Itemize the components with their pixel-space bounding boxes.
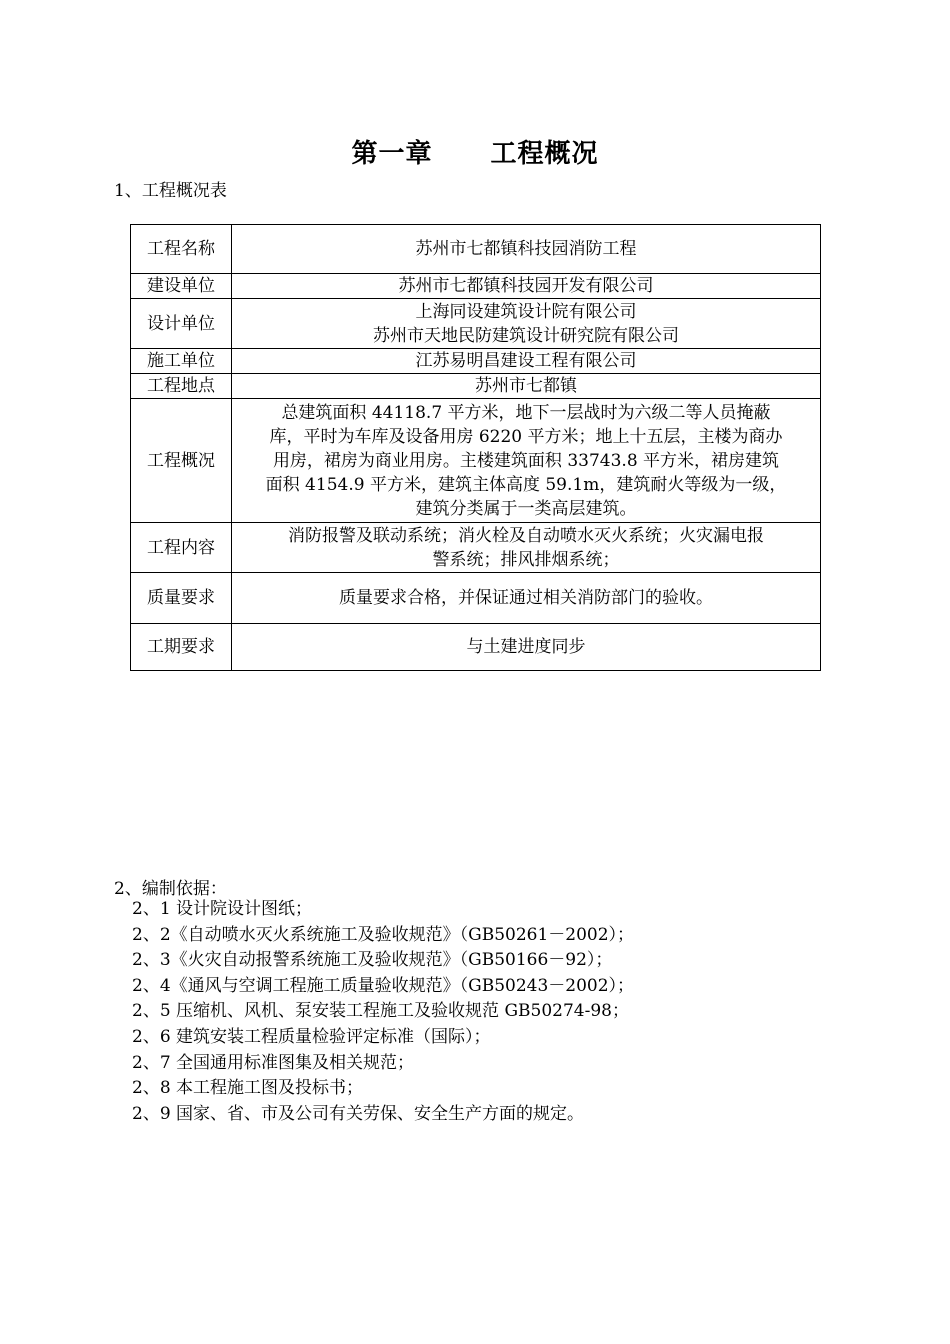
- chapter-title: 工程概况: [490, 139, 599, 169]
- table-row: [131, 573, 821, 624]
- value-line: 警系统；排风排烟系统；: [432, 549, 620, 570]
- list-item: 2、1 设计院设计图纸；: [132, 899, 313, 919]
- row-value: [232, 399, 821, 523]
- row-value: 江苏易明昌建设工程有限公司: [232, 349, 821, 374]
- list-item: 2、8 本工程施工图及投标书；: [132, 1078, 364, 1099]
- project-overview-table: [130, 224, 821, 671]
- list-item: 2、3《火灾自动报警系统施工及验收规范》（GB50166－92）；: [132, 950, 613, 971]
- table-row: [131, 523, 821, 573]
- row-label: 质量要求: [131, 573, 232, 624]
- table-row: [131, 274, 821, 299]
- value-line: 用房，裙房为商业用房。主楼建筑面积 33743.8 平方米，裙房建筑: [272, 450, 780, 471]
- section1-heading: 1、工程概况表: [114, 181, 227, 201]
- reference-list: [132, 897, 634, 1127]
- value-line: 上海同设建筑设计院有限公司: [415, 301, 637, 322]
- row-value: 质量要求合格，并保证通过相关消防部门的验收。: [232, 573, 821, 624]
- list-item: 2、9 国家、省、市及公司有关劳保、安全生产方面的规定。: [132, 1103, 585, 1124]
- list-item: 2、2《自动喷水灭火系统施工及验收规范》（GB50261－2002）；: [132, 924, 635, 945]
- value-line: 库，平时为车库及设备用房 6220 平方米；地上十五层，主楼为商办: [269, 426, 783, 447]
- value-line: 面积 4154.9 平方米，建筑主体高度 59.1m，建筑耐火等级为一级，: [265, 474, 787, 495]
- row-label: 建设单位: [131, 274, 232, 299]
- table-row: [131, 624, 821, 671]
- row-value: 与土建进度同步: [232, 624, 821, 671]
- list-item: 2、5 压缩机、风机、泵安装工程施工及验收规范 GB50274-98；: [132, 1001, 629, 1022]
- list-item: 2、6 建筑安装工程质量检验评定标准（国际）；: [132, 1026, 491, 1047]
- value-line: 消防报警及联动系统；消火栓及自动喷水灭火系统；火灾漏电报: [288, 525, 764, 546]
- list-item: 2、4《通风与空调工程施工质量验收规范》（GB50243－2002）；: [132, 975, 635, 996]
- row-label: 工程地点: [131, 374, 232, 399]
- row-label: 工程概况: [131, 399, 232, 523]
- table-row: [131, 349, 821, 374]
- row-value: [232, 523, 821, 573]
- value-line: 苏州市天地民防建筑设计研究院有限公司: [373, 325, 679, 346]
- value-line: 建筑分类属于一类高层建筑。: [415, 498, 637, 519]
- page-title: [0, 133, 950, 170]
- row-value: 苏州市七都镇科技园消防工程: [232, 225, 821, 274]
- row-value: 苏州市七都镇科技园开发有限公司: [232, 274, 821, 299]
- value-line: 总建筑面积 44118.7 平方米，地下一层战时为六级二等人员掩蔽: [281, 402, 771, 423]
- section2-heading: 2、编制依据：: [114, 879, 227, 899]
- row-label: 工程内容: [131, 523, 232, 573]
- table-row: [131, 225, 821, 274]
- row-label: 设计单位: [131, 299, 232, 349]
- row-value: [232, 299, 821, 349]
- table-row: [131, 374, 821, 399]
- row-label: 工期要求: [131, 624, 232, 671]
- row-value: 苏州市七都镇: [232, 374, 821, 399]
- row-label: 工程名称: [131, 225, 232, 274]
- table-row: [131, 399, 821, 523]
- chapter-number: 第一章: [351, 139, 433, 169]
- table-row: [131, 299, 821, 349]
- list-item: 2、7 全国通用标准图集及相关规范；: [132, 1052, 415, 1073]
- row-label: 施工单位: [131, 349, 232, 374]
